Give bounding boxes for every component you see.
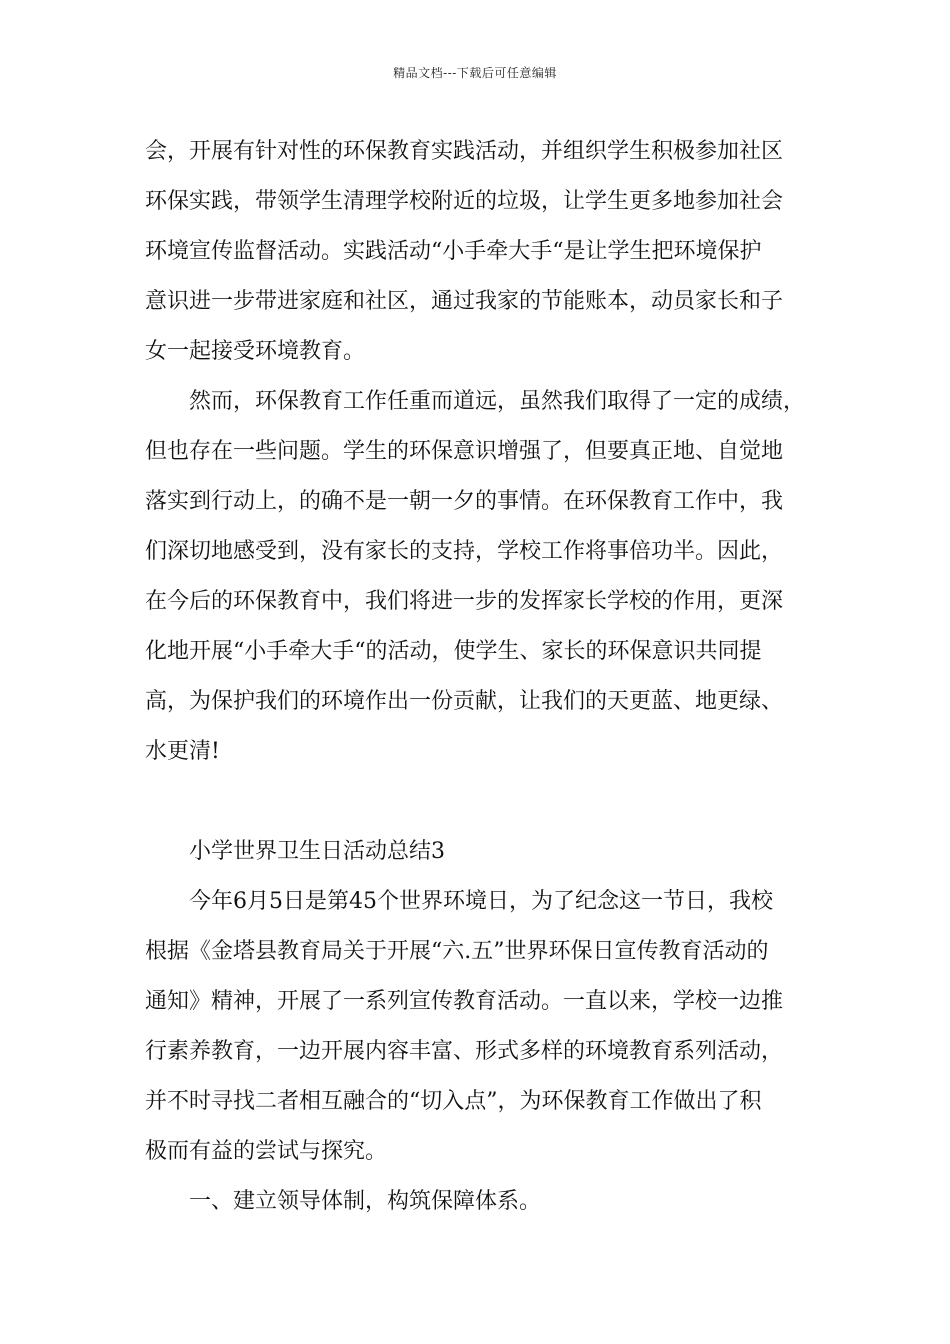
text-line: 通知》精神，开展了一系列宣传教育活动。一直以来，学校一边推 xyxy=(145,989,784,1014)
text-line: 化地开展“小手牵大手“的活动，使学生、家长的环保意识共同提 xyxy=(145,639,762,664)
text-line: 会，开展有针对性的环保教育实践活动，并组织学生积极参加社区 xyxy=(145,139,784,164)
text-line: 环保实践，带领学生清理学校附近的垃圾，让学生更多地参加社会 xyxy=(145,189,784,214)
document-body xyxy=(145,127,815,1227)
text-line: 然而，环保教育工作任重而道远，虽然我们取得了一定的成绩， xyxy=(189,389,806,414)
text-line: 在今后的环保教育中，我们将进一步的发挥家长学校的作用，更深 xyxy=(145,589,784,614)
text-line: 落实到行动上，的确不是一朝一夕的事情。在环保教育工作中，我 xyxy=(145,489,784,514)
text-line: 行素养教育，一边开展内容丰富、形式多样的环境教育系列活动， xyxy=(145,1039,784,1064)
text-line: 意识进一步带进家庭和社区，通过我家的节能账本，动员家长和子 xyxy=(145,289,784,314)
text-line: 一、建立领导体制，构筑保障体系。 xyxy=(189,1189,542,1214)
text-line: 高，为保护我们的环境作出一份贡献，让我们的天更蓝、地更绿、 xyxy=(145,689,784,714)
text-line: 根据《金塔县教育局关于开展“六.五”世界环保日宣传教育活动的 xyxy=(145,939,769,964)
text-line: 女一起接受环境教育。 xyxy=(145,339,366,364)
text-line: 环境宣传监督活动。实践活动“小手牵大手“是让学生把环境保护 xyxy=(145,239,762,264)
text-line: 们深切地感受到，没有家长的支持，学校工作将事倍功半。因此， xyxy=(145,539,784,564)
text-line: 极而有益的尝试与探究。 xyxy=(145,1139,388,1164)
page-header: 精品文档---下载后可任意编辑 xyxy=(393,66,557,80)
text-line: 水更清! xyxy=(145,739,220,764)
text-line: 并不时寻找二者相互融合的“切入点”，为环保教育工作做出了积 xyxy=(145,1089,762,1114)
text-line: 今年6月5日是第45个世界环境日，为了纪念这一节日，我校 xyxy=(189,889,773,914)
text-line: 但也存在一些问题。学生的环保意识增强了，但要真正地、自觉地 xyxy=(145,439,784,464)
paragraph-gap xyxy=(145,777,815,827)
section-heading: 小学世界卫生日活动总结3 xyxy=(189,839,445,864)
